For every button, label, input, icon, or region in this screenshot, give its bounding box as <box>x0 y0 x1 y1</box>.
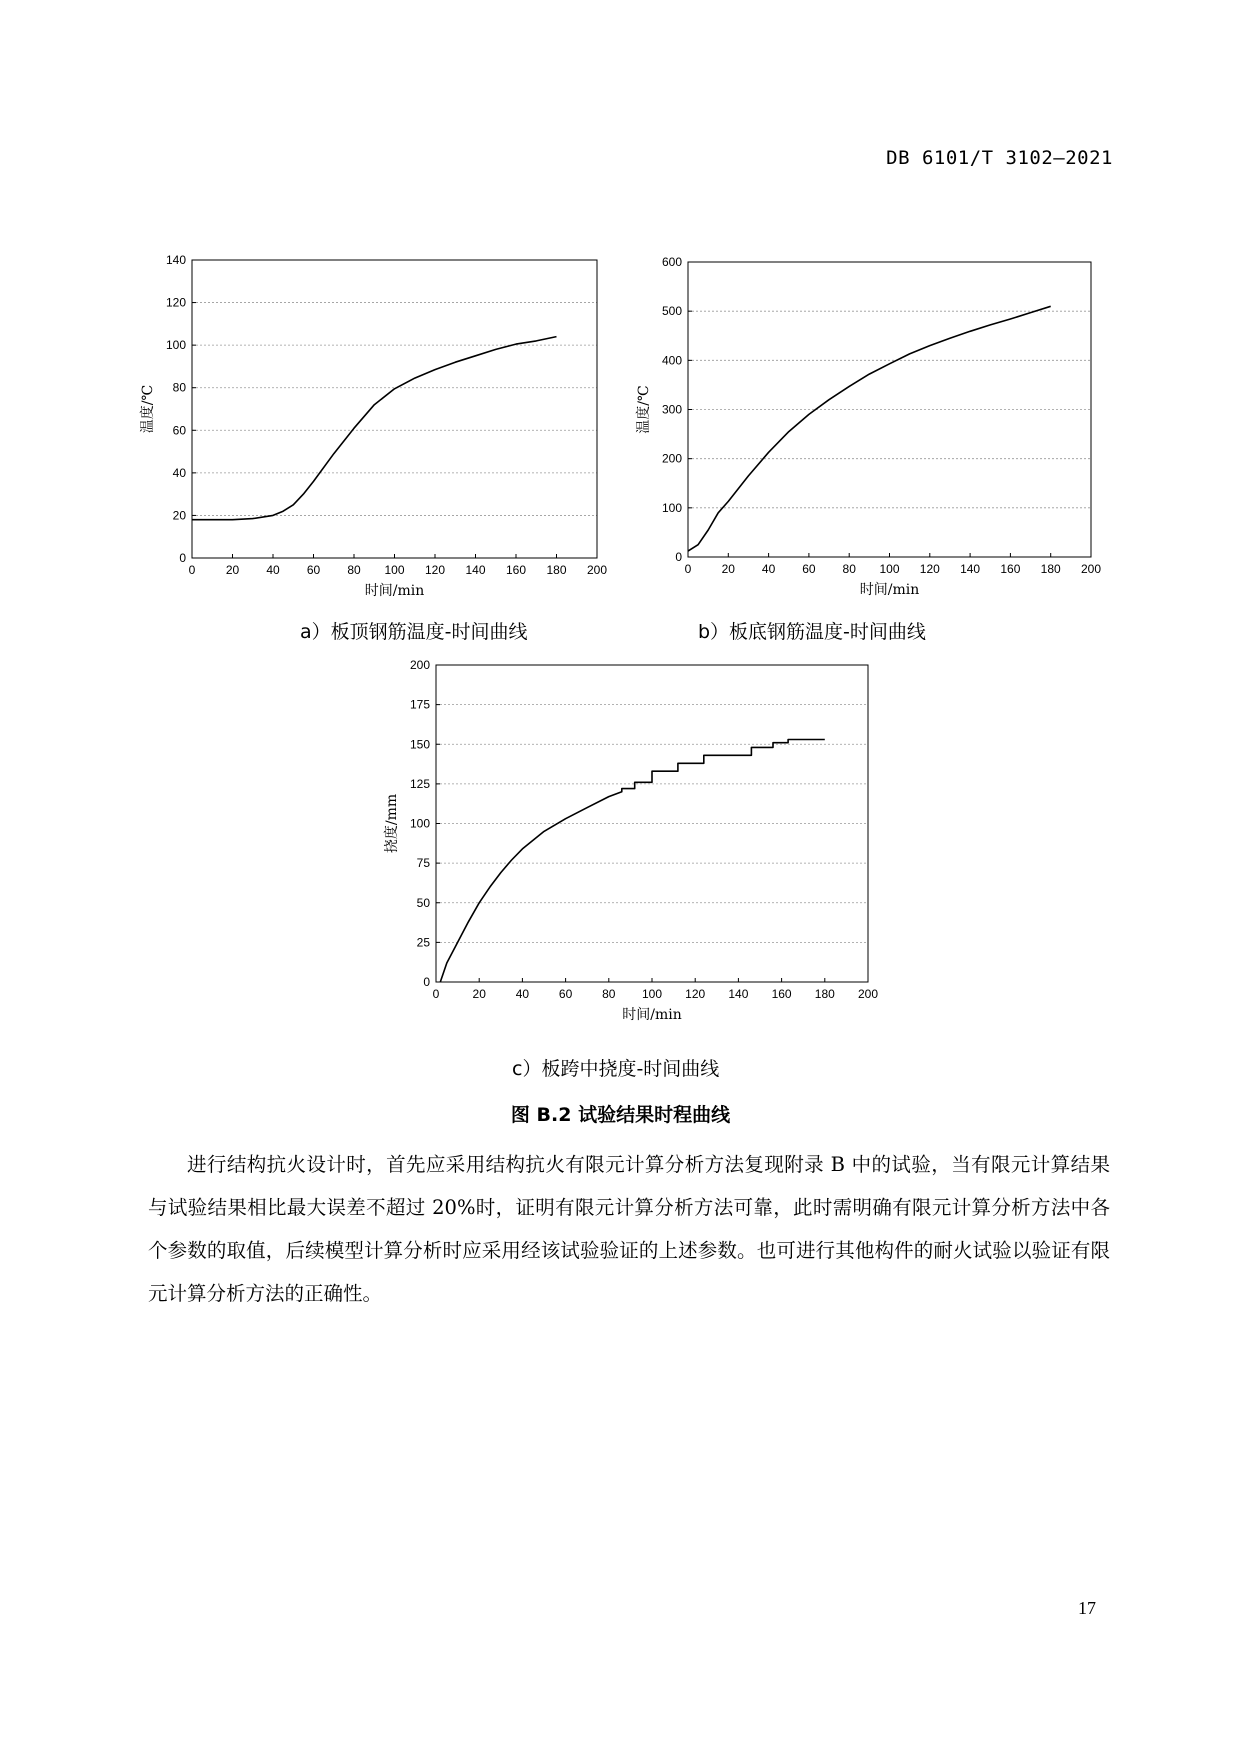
x-tick-label: 120 <box>919 562 940 576</box>
y-axis-title: 挠度/mm <box>384 793 400 854</box>
y-tick-label: 60 <box>172 423 186 438</box>
x-tick-label: 40 <box>515 987 530 1001</box>
y-tick-label: 150 <box>409 737 430 752</box>
y-tick-label: 120 <box>165 295 186 310</box>
y-tick-label: 0 <box>423 975 430 989</box>
x-tick-label: 80 <box>347 563 361 577</box>
x-tick-label: 40 <box>761 562 776 576</box>
y-tick-label: 400 <box>661 353 682 368</box>
plot-frame <box>192 260 597 558</box>
y-tick-label: 40 <box>172 465 186 480</box>
chart-top-rebar-temperature <box>140 245 640 615</box>
y-tick-label: 125 <box>409 776 430 791</box>
y-tick-label: 25 <box>416 935 430 950</box>
x-tick-label: 0 <box>684 562 692 576</box>
x-tick-label: 180 <box>814 987 835 1001</box>
x-tick-label: 100 <box>641 987 663 1001</box>
x-tick-label: 140 <box>465 563 486 577</box>
x-tick-label: 200 <box>857 987 879 1001</box>
x-tick-label: 80 <box>842 562 856 576</box>
x-tick-label: 20 <box>472 987 486 1001</box>
y-tick-label: 20 <box>172 508 186 523</box>
x-tick-label: 100 <box>879 562 900 576</box>
x-axis-title: 时间/min <box>622 1007 682 1023</box>
x-axis-title: 时间/min <box>859 582 920 598</box>
chart-bottom-rebar-temperature <box>620 245 1120 615</box>
figure-c-caption: c）板跨中挠度-时间曲线 <box>512 1058 720 1080</box>
x-tick-label: 180 <box>1040 562 1061 576</box>
x-tick-label: 200 <box>1080 562 1102 576</box>
paragraph: 进行结构抗火设计时，首先应采用结构抗火有限元计算分析方法复现附录 B 中的试验，当有限元计算结果与试验结果相比最大误差不超过 20%时，证明有限元计算分析方法可靠，此时需明确有限元计算分析方法中各个参数的取值，后续模型计算分析时应采用经该试验验证的上述参数。也可进行其他构件的耐火试验以验证有限元计算分析方法的正确性。 <box>148 1153 1110 1305</box>
y-tick-label: 500 <box>661 304 682 319</box>
x-axis-title: 时间/min <box>364 583 425 599</box>
y-tick-label: 100 <box>409 816 430 831</box>
x-tick-label: 80 <box>602 987 616 1001</box>
x-tick-label: 180 <box>546 563 567 577</box>
x-tick-label: 60 <box>558 987 573 1001</box>
figure-a-caption: a）板顶钢筋温度-时间曲线 <box>300 621 528 643</box>
figure-title: 图 B.2 试验结果时程曲线 <box>510 1104 731 1126</box>
x-tick-label: 140 <box>960 562 981 576</box>
y-tick-label: 50 <box>416 895 430 910</box>
y-tick-label: 300 <box>661 402 682 417</box>
x-tick-label: 0 <box>188 563 196 577</box>
x-tick-label: 120 <box>685 987 706 1001</box>
data-series-line <box>192 337 557 520</box>
y-tick-label: 0 <box>675 550 682 564</box>
x-tick-label: 60 <box>306 563 321 577</box>
x-tick-label: 20 <box>721 562 735 576</box>
x-tick-label: 40 <box>266 563 280 577</box>
x-tick-label: 160 <box>771 987 792 1001</box>
x-tick-label: 20 <box>225 563 240 577</box>
data-series-line <box>688 306 1051 551</box>
y-tick-label: 100 <box>165 338 186 353</box>
y-tick-label: 0 <box>179 551 186 565</box>
x-tick-label: 0 <box>432 987 440 1001</box>
x-tick-label: 160 <box>505 563 527 577</box>
y-tick-label: 175 <box>409 697 430 712</box>
x-tick-label: 160 <box>1000 562 1021 576</box>
y-tick-label: 100 <box>661 500 682 515</box>
chart-midspan-deflection <box>360 652 880 1052</box>
y-tick-label: 200 <box>409 658 430 672</box>
y-axis-title: 温度/℃ <box>636 385 652 434</box>
figure-b-caption: b）板底钢筋温度-时间曲线 <box>698 621 926 643</box>
y-tick-label: 140 <box>165 253 186 267</box>
x-tick-label: 140 <box>728 987 749 1001</box>
y-tick-label: 80 <box>172 380 186 395</box>
page-number: 17 <box>1078 1598 1096 1618</box>
y-axis-title: 温度/℃ <box>140 384 156 434</box>
x-tick-label: 100 <box>384 563 405 577</box>
body-text <box>148 1143 1110 1315</box>
x-tick-label: 120 <box>424 563 446 577</box>
y-tick-label: 75 <box>416 856 430 871</box>
document-code: DB 6101/T 3102—2021 <box>886 147 1113 169</box>
x-tick-label: 60 <box>802 562 816 576</box>
data-series-line <box>440 740 825 983</box>
x-tick-label: 200 <box>586 563 608 577</box>
y-tick-label: 600 <box>661 255 682 269</box>
y-tick-label: 200 <box>661 451 682 466</box>
